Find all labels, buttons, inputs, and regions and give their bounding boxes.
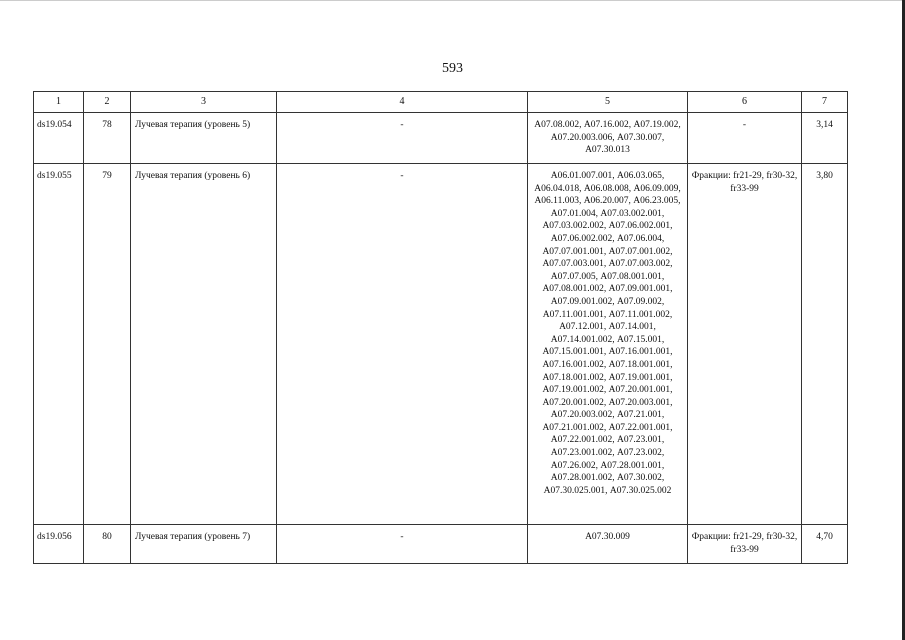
coefficient-cell: 3,14: [802, 113, 848, 164]
column-4-cell: -: [277, 525, 528, 564]
fractions-cell: Фракции: fr21-29, fr30-32, fr33-99: [688, 525, 802, 564]
tariff-table: [33, 91, 848, 564]
row-number-cell: 78: [84, 113, 131, 164]
group-code-cell: ds19.056: [34, 525, 84, 564]
row-number-cell: 80: [84, 525, 131, 564]
group-name-cell: Лучевая терапия (уровень 7): [131, 525, 277, 564]
table-row: [34, 525, 848, 564]
table-header-cell: 2: [84, 92, 131, 113]
table-header-cell: 6: [688, 92, 802, 113]
scan-edge-top: [0, 0, 905, 1]
row-number-cell: 79: [84, 164, 131, 525]
table-header-cell: 7: [802, 92, 848, 113]
service-codes-cell: А07.30.009: [528, 525, 688, 564]
coefficient-cell: 3,80: [802, 164, 848, 525]
table-header-cell: 5: [528, 92, 688, 113]
page-number: 593: [442, 61, 463, 76]
service-codes-cell: А07.08.002, А07.16.002, А07.19.002, А07.20.003.006, А07.30.007, А07.30.013: [528, 113, 688, 164]
service-codes-cell: А06.01.007.001, А06.03.065, А06.04.018, А06.08.008, А06.09.009, А06.11.003, А06.20.007, А06.23.005, А07.01.004, А07.03.002.001, А07.03.002.002, А07.06.002.001, А07.06.002.002, А07.06.004, А07.07.001.001, А07.07.001.002, А07.07.003.001, А07.07.003.002, А07.07.005, А07.08.001.001, А07.08.001.002, А07.09.001.001, А07.09.001.002, А07.09.002, А07.11.001.001, А07.11.001.002, А07.12.001, А07.14.001, А07.14.001.002, А07.15.001, А07.15.001.001, А07.16.001.001, А07.16.001.002, А07.18.001.001, А07.18.001.002, А07.19.001.001, А07.19.001.002, А07.20.001.001, А07.20.001.002, А07.20.003.001, А07.20.003.002, А07.21.001, А07.21.001.002, А07.22.001.001, А07.22.001.002, А07.23.001, А07.23.001.002, А07.23.002, А07.26.002, А07.28.001.001, А07.28.001.002, А07.30.002, А07.30.025.001, А07.30.025.002: [528, 164, 688, 525]
table-header-cell: 1: [34, 92, 84, 113]
fractions-cell: -: [688, 113, 802, 164]
table-header-row: [34, 92, 848, 113]
fractions-cell: Фракции: fr21-29, fr30-32, fr33-99: [688, 164, 802, 525]
table-header-cell: 4: [277, 92, 528, 113]
table-row: [34, 113, 848, 164]
coefficient-cell: 4,70: [802, 525, 848, 564]
column-4-cell: -: [277, 164, 528, 525]
column-4-cell: -: [277, 113, 528, 164]
group-code-cell: ds19.054: [34, 113, 84, 164]
table-row: [34, 164, 848, 525]
group-name-cell: Лучевая терапия (уровень 5): [131, 113, 277, 164]
table-header-cell: 3: [131, 92, 277, 113]
group-name-cell: Лучевая терапия (уровень 6): [131, 164, 277, 525]
group-code-cell: ds19.055: [34, 164, 84, 525]
